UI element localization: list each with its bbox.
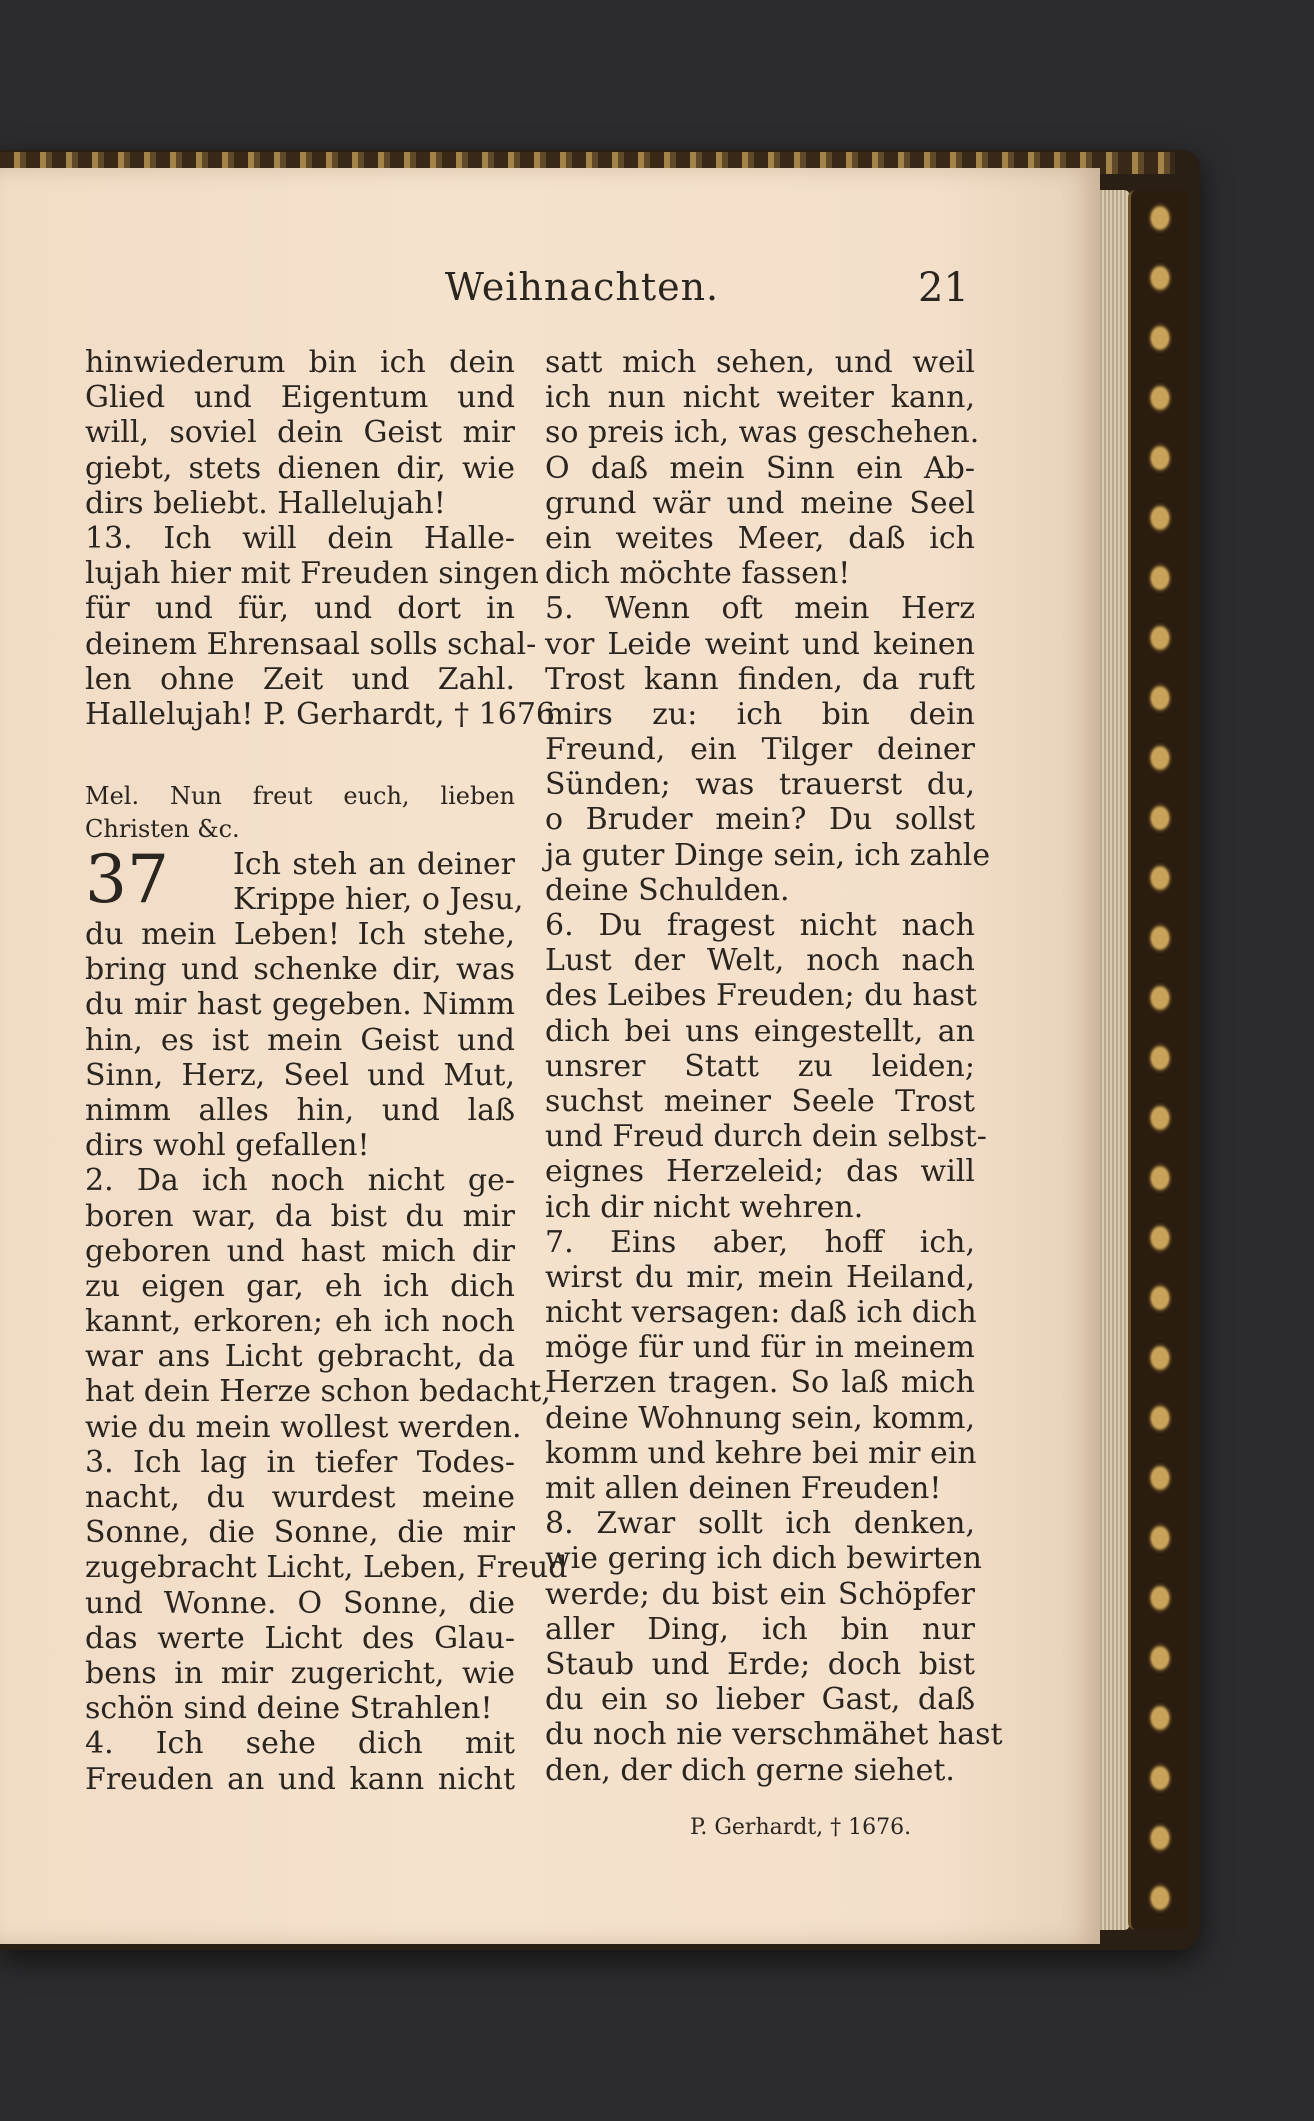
text-line: nacht, du wurdest meine <box>85 1480 515 1515</box>
text-line: und Freud durch dein selbst- <box>545 1119 987 1155</box>
text-line: deine Wohnung sein, komm, <box>545 1400 975 1436</box>
text-line: bring und schenke dir, was <box>85 952 515 988</box>
text-line: nimm alles hin, und laß <box>85 1092 515 1128</box>
text-line: 2. Da ich noch nicht ge- <box>85 1163 515 1199</box>
text-line: 13. Ich will dein Halle- <box>85 520 515 556</box>
text-line: o Bruder mein? Du sollst <box>545 802 975 838</box>
text-line: ja guter Dinge sein, ich zahle <box>545 837 991 873</box>
text-line: deine Schulden. <box>545 872 790 908</box>
text-line: Glied und Eigentum und <box>85 380 515 416</box>
hymn-first-lines <box>233 847 524 918</box>
text-line: lujah hier mit Freuden singen <box>85 556 539 592</box>
text-line: deinem Ehrensaal solls schal- <box>85 626 537 662</box>
text-line: aller Ding, ich bin nur <box>545 1611 975 1647</box>
text-line: komm und kehre bei mir ein <box>545 1435 977 1471</box>
text-line: dirs beliebt. Hallelujah! <box>85 485 446 521</box>
text-line: Krippe hier, o Jesu, <box>233 882 524 918</box>
text-line: Sonne, die Sonne, die mir <box>85 1515 515 1551</box>
text-line: Ich steh an deiner <box>233 847 515 882</box>
text-line: dirs wohl gefallen! <box>85 1128 370 1164</box>
text-line: war ans Licht gebracht, da <box>85 1339 515 1375</box>
text-line: dich bei uns eingestellt, an <box>545 1013 975 1049</box>
text-line: für und für, und dort in <box>85 591 515 627</box>
signature-line: Hallelujah! P. Gerhardt, † 1676. <box>85 696 565 732</box>
text-line: und Wonne. O Sonne, die <box>85 1585 515 1621</box>
text-line: du mein Leben! Ich stehe, <box>85 917 515 952</box>
text-line: wie gering ich dich bewirten <box>545 1541 982 1577</box>
text-line: vor Leide weint und keinen <box>545 626 975 662</box>
running-header <box>0 265 1314 309</box>
text-line: so preis ich, was geschehen. <box>545 415 980 451</box>
text-line: will, soviel dein Geist mir <box>85 415 515 451</box>
page-title: Weihnachten. <box>444 265 720 309</box>
text-line: Sünden; was trauerst du, <box>545 767 975 803</box>
melody-line: Mel. Nun freut euch, lieben <box>85 782 515 810</box>
text-line: du noch nie verschmähet hast <box>545 1717 1003 1753</box>
text-line: 4. Ich sehe dich mit <box>85 1726 515 1762</box>
text-line: mit allen deinen Freuden! <box>545 1471 942 1506</box>
text-line: du mir hast gegeben. Nimm <box>85 987 515 1023</box>
text-line: Lust der Welt, noch nach <box>545 943 975 979</box>
text-line: O daß mein Sinn ein Ab- <box>545 450 975 486</box>
text-line: unsrer Statt zu leiden; <box>545 1048 975 1084</box>
text-line: 6. Du fragest nicht nach <box>545 908 975 943</box>
text-line: zu eigen gar, eh ich dich <box>85 1268 515 1304</box>
text-line: hat dein Herze schon bedacht, <box>85 1374 551 1410</box>
text-line: des Leibes Freuden; du hast <box>545 978 977 1014</box>
text-line: hinwiederum bin ich dein <box>85 345 515 380</box>
text-line: bens in mir zugericht, wie <box>85 1655 515 1691</box>
text-line: Trost kann finden, da ruft <box>545 661 975 697</box>
left-column-top <box>85 345 565 732</box>
page-number: 21 <box>918 265 969 311</box>
text-line: Herzen tragen. So laß mich <box>545 1365 975 1401</box>
text-line: schön sind deine Strahlen! <box>85 1691 493 1727</box>
text-line: hin, es ist mein Geist und <box>85 1022 515 1058</box>
text-line: eignes Herzeleid; das will <box>545 1154 975 1190</box>
text-line: mirs zu: ich bin dein <box>545 696 975 732</box>
text-line: grund wär und meine Seel <box>545 485 975 521</box>
text-line: du ein so lieber Gast, daß <box>545 1682 975 1718</box>
text-line: wie du mein wollest werden. <box>85 1409 522 1445</box>
hymn-number: 37 <box>85 841 169 918</box>
text-line: Sinn, Herz, Seel und Mut, <box>85 1057 515 1093</box>
text-line: 7. Eins aber, hoff ich, <box>545 1224 975 1260</box>
text-line: möge für und für in meinem <box>545 1330 975 1366</box>
text-line: geboren und hast mich dir <box>85 1233 515 1269</box>
text-line: suchst meiner Seele Trost <box>545 1083 975 1119</box>
text-line: boren war, da bist du mir <box>85 1198 515 1234</box>
text-line: werde; du bist ein Schöpfer <box>545 1576 975 1612</box>
text-line: zugebracht Licht, Leben, Freud <box>85 1550 568 1586</box>
text-line: den, der dich gerne siehet. <box>545 1752 955 1788</box>
text-line: kannt, erkoren; eh ich noch <box>85 1304 515 1340</box>
text-line: len ohne Zeit und Zahl. <box>85 661 515 697</box>
text-line: Staub und Erde; doch bist <box>545 1646 975 1682</box>
text-line: ich nun nicht weiter kann, <box>545 380 975 416</box>
text-line: giebt, stets dienen dir, wie <box>85 450 515 486</box>
text-line: 3. Ich lag in tiefer Todes- <box>85 1444 515 1480</box>
text-line: nicht versagen: daß ich dich <box>545 1295 977 1331</box>
melody-note <box>85 780 515 846</box>
text-line: Freund, ein Tilger deiner <box>545 732 975 768</box>
right-column <box>545 345 1003 1788</box>
text-line: Freuden an und kann nicht <box>85 1761 515 1797</box>
text-line: dich möchte fassen! <box>545 556 851 592</box>
text-line: ein weites Meer, daß ich <box>545 520 975 556</box>
melody-line: Christen &c. <box>85 815 240 843</box>
author-signature: P. Gerhardt, † 1676. <box>690 1815 912 1840</box>
text-line: 5. Wenn oft mein Herz <box>545 591 975 627</box>
text-line: satt mich sehen, und weil <box>545 345 975 380</box>
text-line: wirst du mir, mein Heiland, <box>545 1259 975 1295</box>
text-line: 8. Zwar sollt ich denken, <box>545 1506 975 1542</box>
text-line: das werte Licht des Glau- <box>85 1620 515 1656</box>
left-column-body <box>85 917 568 1797</box>
ornamental-spine <box>1128 190 1189 1930</box>
text-line: ich dir nicht wehren. <box>545 1189 864 1225</box>
